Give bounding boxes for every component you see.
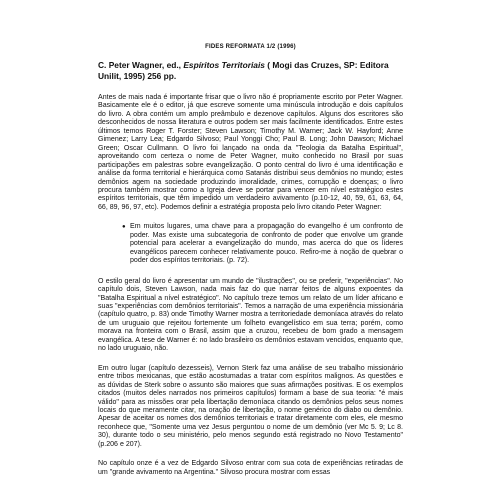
- paragraph-4: No capítulo onze é a vez de Edgardo Silvoso entrar com sua cota de experiências retiradas de um "grande avivamento na Argentina." Silvoso procura mostrar com essas: [98, 460, 403, 476]
- citation-publisher: ( Mogi das Cruzes, SP: Editora Unilit, 1995) 256 pp.: [98, 60, 389, 81]
- block-quote: [122, 223, 403, 265]
- quote-text: Em muitos lugares, uma chave para a propagação do evangelho é um confronto de poder. Mas existe uma subcategoria de confronto de poder que envolve um grande potencial para acelerar a evangelização do mundo, mas acerca do que os líderes evangélicos parecem conhecer relativamente pouco. Refiro-me à noção de quebrar o poder dos espíritos territoriais. (p. 72).: [130, 223, 403, 265]
- paragraph-2: O estilo geral do livro é apresentar um mundo de "ilustrações", ou se preferir, "experiências". No capítulo dois, Steven Lawson, nada mais faz do que narrar feitos de alguns expoentes da "Batalha Espiritual a nível estratégico". No capítulo treze temos um relato de um líder africano e suas "experiências com demônios territoriais". Temos a narração de uma experiência missionária (capítulo quatro, p. 83) onde Timothy Warner mostra a territoriedade demoníaca através do relato de um uruguaio que rejeitou fortemente um folheto evangelístico em sua terra; porém, como morava na fronteira com o Brasil, assim que a cruzou, recebeu de bom grado a mensagem evangélica. A tese de Warner é: no lado brasileiro os demônios estavam vencidos, enquanto que, no lado uruguaio, não.: [98, 277, 403, 353]
- citation-book-title: Espíritos Territoriais: [183, 60, 265, 70]
- book-citation: [98, 60, 403, 81]
- running-header: FIDES REFORMATA 1/2 (1996): [205, 44, 296, 50]
- citation-author: C. Peter Wagner, ed.,: [98, 60, 184, 70]
- bullet-icon: ●: [122, 224, 126, 231]
- paragraph-1: Antes de mais nada é importante frisar que o livro não é propriamente escrito por Peter Wagner. Basicamente ele é o editor, já que escreve somente uma minúscula introdução e dois capítulos do livro. A obra contém um amplo preâmbulo e dezenove capítulos. Alguns dos escritores são desconhecidos de nossa literatura e outros podem ser mais facilmente identificados. Entre estes últimos temos Roger T. Forster; Steven Lawson; Timothy M. Warner; Jack W. Hayford; Anne Gimenez; Larry Lea; Edgardo Silvoso; Paul Yonggi Cho; Paul B. Long; John Dawson; Michael Green; Oscar Cullmann. O livro foi lançado na onda da "Teologia da Batalha Espiritual", aproveitando com certeza o nome de Peter Wagner, muito conhecido no Brasil por suas participações em palestras sobre evangelização. O ponto central do livro é uma identificação e análise da forma territorial e hierárquica como Satanás distribui seus demônios no mundo; estes demônios agem na sociedade produzindo imoralidade, crimes, corrupção e doenças; o livro procura também mostrar como a Igreja deve se portar para vencer em nível estratégico estes espíritos territoriais, que têm impedido um verdadeiro avivamento (p.10-12, 40, 59, 61, 63, 64, 66, 89, 96, 97, etc). Podemos definir a estratégia proposta pelo livro citando Peter Wagner:: [98, 94, 403, 211]
- paragraph-3: Em outro lugar (capítulo dezesseis), Vernon Sterk faz uma análise de seu trabalho missionário entre tribos mexicanas, que estão acostumadas a tratar com espíritos malignos. As questões e as dúvidas de Sterk sobre o assunto são maiores que suas afirmações positivas. E os exemplos citados (muitos deles narrados nos primeiros capítulos) formam a base de sua teoria: "é mais válido" para as missões orar pela libertação demoníaca citando os demônios pelos seus nomes locais do que meramente citar, na oração de libertação, o nome genérico do diabo ou demônio. Apesar de aceitar os nomes dos demônios territoriais e tratar diretamente com eles, ele mesmo reconhece que, "Somente uma vez Jesus perguntou o nome de um demônio (ver Mc 5. 9; Lc 8. 30), durante todo o seu ministério, pelo menos segundo está registrado no Novo Testamento" (p.206 e 207).: [98, 364, 403, 448]
